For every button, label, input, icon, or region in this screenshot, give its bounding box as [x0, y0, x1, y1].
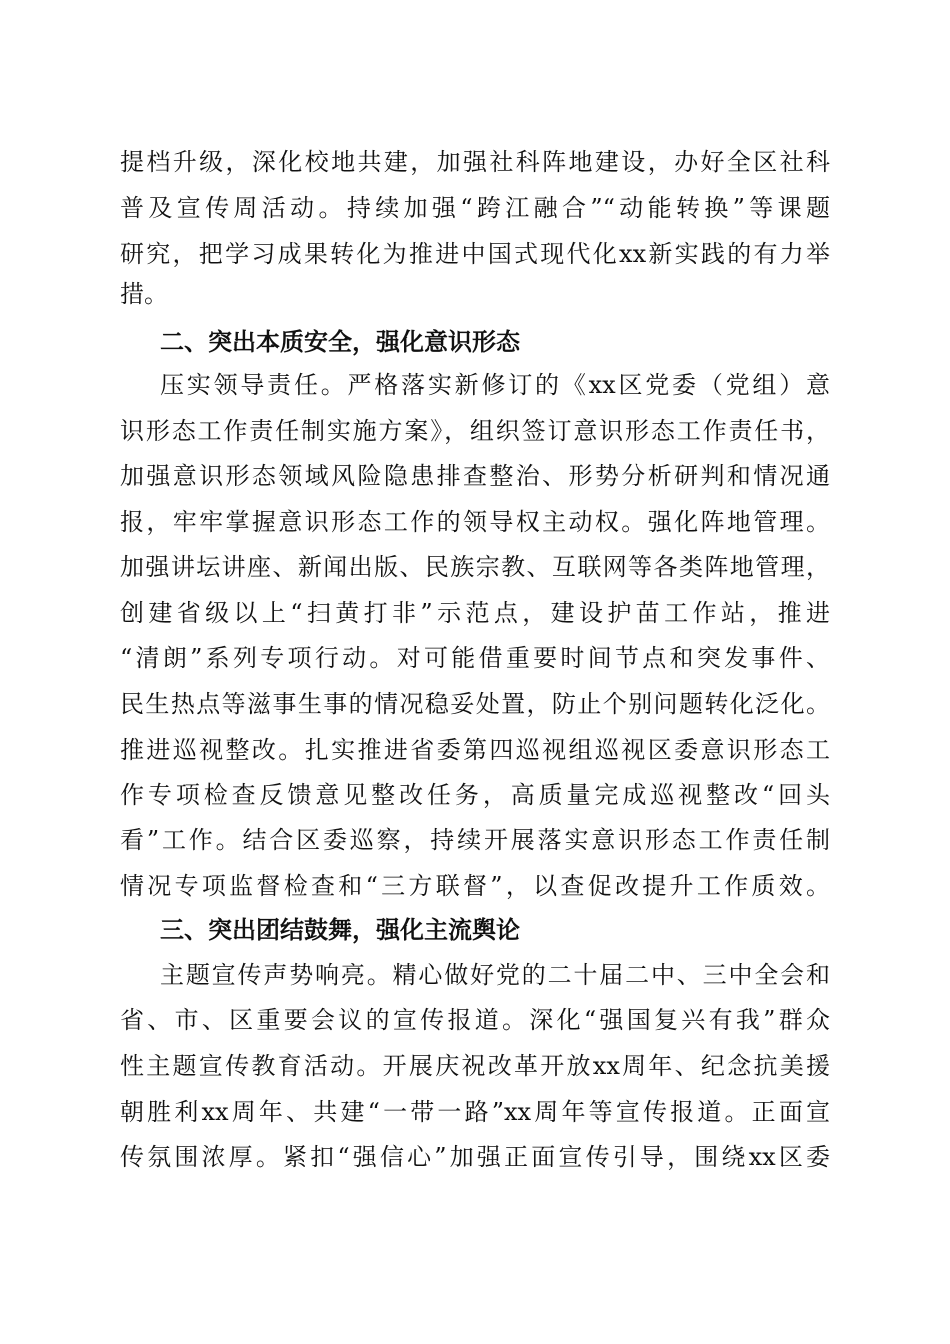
paragraph-line: 看”工作。结合区委巡察，持续开展落实意识形态工作责任制 [120, 826, 830, 854]
paragraph-line: 加强讲坛讲座、新闻出版、民族宗教、互联网等各类阵地管理， [120, 553, 830, 581]
paragraph-line: 推进巡视整改。扎实推进省委第四巡视组巡视区委意识形态工 [120, 736, 830, 764]
paragraph-line: 研究，把学习成果转化为推进中国式现代化xx新实践的有力举 [120, 240, 830, 268]
paragraph-line: 提档升级，深化校地共建，加强社科阵地建设，办好全区社科 [120, 148, 830, 176]
paragraph-line: 作专项检查反馈意见整改任务，高质量完成巡视整改“回头 [120, 781, 830, 809]
paragraph-line: 报，牢牢掌握意识形态工作的领导权主动权。强化阵地管理。 [120, 508, 830, 536]
paragraph-line: 普及宣传周活动。持续加强“跨江融合”“动能转换”等课题 [120, 194, 830, 222]
paragraph-line: 创建省级以上“扫黄打非”示范点，建设护苗工作站，推进 [120, 599, 830, 627]
paragraph-line: 情况专项监督检查和“三方联督”，以查促改提升工作质效。 [120, 872, 830, 900]
paragraph-line: 传氛围浓厚。紧扣“强信心”加强正面宣传引导，围绕xx区委 [120, 1143, 830, 1171]
section-heading: 三、突出团结鼓舞，强化主流舆论 [160, 916, 520, 944]
paragraph-line: 压实领导责任。严格落实新修订的《xx区党委（党组）意 [160, 371, 830, 399]
paragraph-line: 主题宣传声势响亮。精心做好党的二十届二中、三中全会和 [160, 961, 830, 989]
section-heading: 二、突出本质安全，强化意识形态 [160, 328, 520, 356]
paragraph-line: 识形态工作责任制实施方案》，组织签订意识形态工作责任书， [120, 417, 830, 445]
paragraph-line: 省、市、区重要会议的宣传报道。深化“强国复兴有我”群众 [120, 1006, 830, 1034]
paragraph-line: “清朗”系列专项行动。对可能借重要时间节点和突发事件、 [120, 644, 830, 672]
paragraph-line: 民生热点等滋事生事的情况稳妥处置，防止个别问题转化泛化。 [120, 690, 830, 718]
paragraph-line: 性主题宣传教育活动。开展庆祝改革开放xx周年、纪念抗美援 [120, 1052, 830, 1080]
paragraph-line: 加强意识形态领域风险隐患排查整治、形势分析研判和情况通 [120, 462, 830, 490]
paragraph-line: 措。 [120, 280, 168, 308]
paragraph-line: 朝胜利xx周年、共建“一带一路”xx周年等宣传报道。正面宣 [120, 1098, 830, 1126]
